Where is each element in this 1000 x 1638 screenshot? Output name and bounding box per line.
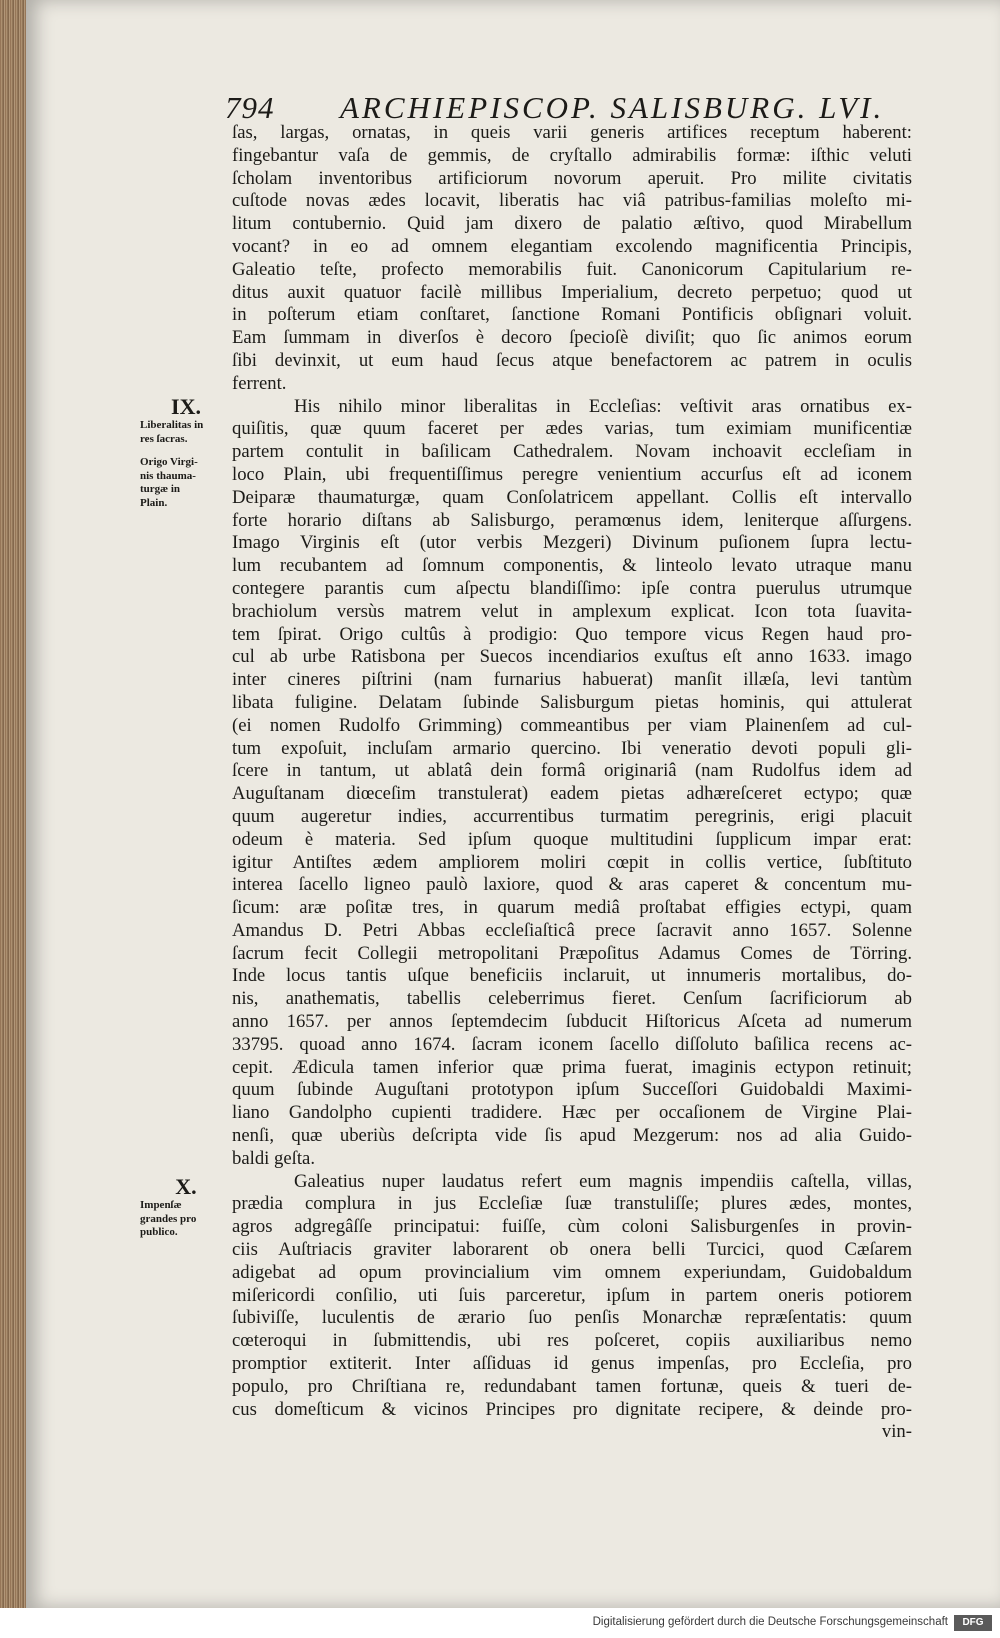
text-line: Deiparæ thaumaturgæ, quam Conſolatricem appellant. Collis eſt intervallo — [232, 486, 912, 508]
text-line: anno 1657. per annos ſeptemdecim ſubducit Hiſtoricus Aſceta ad numerum — [232, 1011, 912, 1033]
text-line: 33795. quoad anno 1674. ſacram iconem ſacello diſſoluto baſilica recens ac- — [232, 1033, 912, 1055]
text-line: cepit. Ædicula tamen inferior quæ prima fuerat, imaginis ectypon retinuit; — [232, 1056, 912, 1078]
footer-bar — [0, 1608, 1000, 1638]
text-line: lum recubantem ad ſomnum componentis, & linteolo levato utraque manu — [232, 555, 912, 577]
text-line: Eam ſummam in diverſos è decoro ſpecioſè diviſit; quo ſic animos eorum — [232, 327, 912, 349]
text-line: vin- — [881, 1421, 912, 1443]
text-line: agros adgregâſſe principatui: fuiſſe, cùm coloni Salisburgenſes in provin- — [232, 1216, 912, 1238]
text-line: igitur Antiſtes ædem ampliorem moliri cœpit in collis vertice, ſubſtituto — [232, 851, 912, 873]
margin-note-line: Plain. — [140, 496, 168, 509]
margin-note-line: publico. — [140, 1226, 178, 1238]
text-line: inter cineres piſtrini (nam furnarius habuerat) manſit illæſa, levi tantùm — [232, 669, 912, 691]
text-line: brachiolum versùs matrem velut in amplexum explicat. Icon tota ſuavita- — [232, 600, 912, 622]
page-number: 794 — [225, 90, 275, 125]
text-line: vocant? in eo ad omnem elegantiam excolendo magnificentia Principis, — [232, 235, 912, 257]
margin-note-line: turgæ in — [140, 483, 181, 495]
dfg-logo-icon: DFG — [954, 1615, 992, 1631]
text-line: cus domeſticum & vicinos Principes pro dignitate recipere, & deinde pro- — [232, 1398, 912, 1420]
text-line: Imago Virginis eſt (utor verbis Mezgeri) Divinum puſionem ſupra lectu- — [232, 532, 912, 554]
text-line: Amandus D. Petri Abbas eccleſiaſticâ prece ſacravit anno 1657. Solenne — [232, 919, 912, 941]
text-line: ferrent. — [232, 372, 287, 394]
text-line: contegere parantis cum aſpectu blandiſſimo: ipſe contra puerulus utrumque — [232, 577, 912, 599]
text-line: Galeatio teſte, profecto memorabilis fuit. Canonicorum Capitularium re- — [232, 258, 912, 280]
text-line: interea ſacello ligneo paulò laxiore, quod & aras caperet & concentum mu- — [232, 874, 912, 896]
text-line: cœteroqui in ſubmittendis, ubi res poſceret, copiis auxiliaribus nemo — [232, 1330, 912, 1352]
text-line: ſubiviſſe, luculentis de ærario ſuo penſis Monarchæ repræſentatis: quum — [232, 1307, 912, 1329]
text-line: nis, anathematis, tabellis celeberrimus fieret. Cenſum ſacrificiorum ab — [232, 988, 912, 1010]
text-line: ſas, largas, ornatas, in queis varii generis artifices receptum haberent: — [232, 122, 912, 143]
text-line: tum expoſuit, incluſam armario quercino. Ibi veneratio devoti populi gli- — [232, 737, 912, 759]
text-line: nenſi, quæ uberiùs deſcripta vide ſis apud Mezgerum: nos ad alia Guido- — [232, 1125, 912, 1147]
text-line: cul ab urbe Ratisbona per Suecos incendiarios exuſtus eſt anno 1633. imago — [232, 646, 912, 668]
text-line: ſcholam inventoribus artificiorum novorum aperuit. Pro milite civitatis — [232, 167, 912, 189]
text-line: adigebat ad opum provincialium vim omnem experiundam, Guidobaldum — [232, 1261, 912, 1283]
text-line: quum ſubinde Auguſtani prototypon ipſum Succeſſori Guidobaldi Maximi- — [232, 1079, 912, 1101]
book-edge — [0, 0, 26, 1638]
margin-note-line: grandes pro — [140, 1212, 197, 1225]
text-line: libata fuligine. Delatam ſubinde Salisburgum pietas hominis, qui attulerat — [232, 691, 912, 713]
text-line: forte horario diſtans ab Salisburgo, peramœnus idem, leniterque aſſurgens. — [232, 509, 912, 531]
body-text — [232, 122, 912, 1444]
text-line: tem ſpirat. Origo cultûs à prodigio: Quo tempore vicus Regen haud pro- — [232, 623, 912, 645]
text-line: ſacrum fecit Collegii metropolitani Præpoſitus Adamus Comes de Törring. — [232, 942, 912, 964]
digitization-notice: Digitalisierung gefördert durch die Deutsche Forschungsgemeinschaft — [592, 1616, 948, 1628]
text-line: quiſitis, quæ quum faceret per ædes varias, tum eximiam munificentiæ — [232, 418, 912, 440]
text-line: ciis Auſtriacis graviter laborarent ob onera belli Turcici, quod Cæſarem — [232, 1239, 912, 1261]
text-line: in poſterum etiam conſtaret, ſanctione Romani Pontificis obſignari voluit. — [232, 304, 912, 326]
text-line: prædia complura in jus Eccleſiæ ſuæ transtuliſſe; plures ædes, montes, — [232, 1193, 912, 1215]
text-line: odeum è materia. Sed ipſum quoque multitudini ſupplicum impar erat: — [232, 828, 912, 850]
text-line: quum augeretur indies, accurrentibus turmatim peregrinis, erigi placuit — [232, 805, 912, 827]
margin-note-line: nis thauma- — [140, 469, 196, 482]
text-line: fingebantur vaſa de gemmis, de cryſtallo admirabilis formæ: iſthic veluti — [232, 144, 912, 166]
text-line: litum contubernio. Quid jam dixero de palatio æſtivo, quod Mirabellum — [232, 213, 912, 235]
text-line: partem contulit in baſilicam Cathedralem. Novam inchoavit eccleſiam in — [232, 441, 912, 463]
text-line: miſericordi conſilio, uti ſuis parceretur, ipſum in partem oneris potiorem — [232, 1284, 912, 1306]
text-line: baldi geſta. — [232, 1147, 316, 1169]
text-line: loco Plain, ubi frequentiſſimus peregre venientium accurſus eſt ad iconem — [232, 463, 912, 485]
text-line: ſcere in tantum, ut ablatâ dein formâ originariâ (nam Rudolfus idem ad — [232, 760, 912, 782]
margin-note-line: res ſacras. — [140, 432, 188, 445]
text-line: Galeatius nuper laudatus refert eum magnis impendiis caſtella, villas, — [294, 1170, 912, 1192]
text-line: liano Gandolpho cupienti tradidere. Hæc per occaſionem de Virgine Plai- — [232, 1102, 912, 1124]
text-line: ſibi devinxit, ut eum haud ſecus atque benefactorem ac patrem in oculis — [232, 349, 912, 371]
margin-section-ix — [140, 395, 232, 510]
running-title: ARCHIEPISCOP. SALISBURG. LVI. — [340, 90, 885, 125]
text-line: His nihilo minor liberalitas in Eccleſias: veſtivit aras ornatibus ex- — [294, 395, 912, 417]
text-line: (ei nomen Rudolfo Grimming) commeantibus per viam Plainenſem ad cul- — [232, 714, 912, 736]
text-line: Inde locus tantis uſque beneficiis inclaruit, ut innumeris mortalibus, do- — [232, 965, 912, 987]
section-number: IX. — [171, 394, 201, 419]
margin-note-line: Liberalitas in — [140, 419, 204, 431]
text-line: ditus auxit quatuor facilè millibus Imperialium, decreto perpetuo; quod ut — [232, 281, 912, 303]
text-line: promptior extiterit. Inter aſſiduas id genus impenſas, pro Eccleſia, pro — [232, 1353, 912, 1375]
text-line: Auguſtanam diœceſim transtulerat) eadem pietas adhæreſceret ectypo; quæ — [232, 783, 912, 805]
margin-section-x — [140, 1175, 232, 1240]
text-line: cuſtode novas ædes locavit, liberatis hac viâ patribus-familias moleſto mi- — [232, 190, 912, 212]
text-line: ſicum: aræ poſitæ tres, in quarum mediâ proſtabat effigies ectypi, quam — [232, 897, 912, 919]
section-number: X. — [175, 1174, 197, 1199]
margin-note-line: Origo Virgi- — [140, 456, 198, 468]
margin-note-line: Impenſæ — [140, 1199, 182, 1211]
text-line: populo, pro Chriſtiana re, redundabant tamen fortunæ, queis & tueri de- — [232, 1375, 912, 1397]
page-header — [225, 90, 915, 126]
